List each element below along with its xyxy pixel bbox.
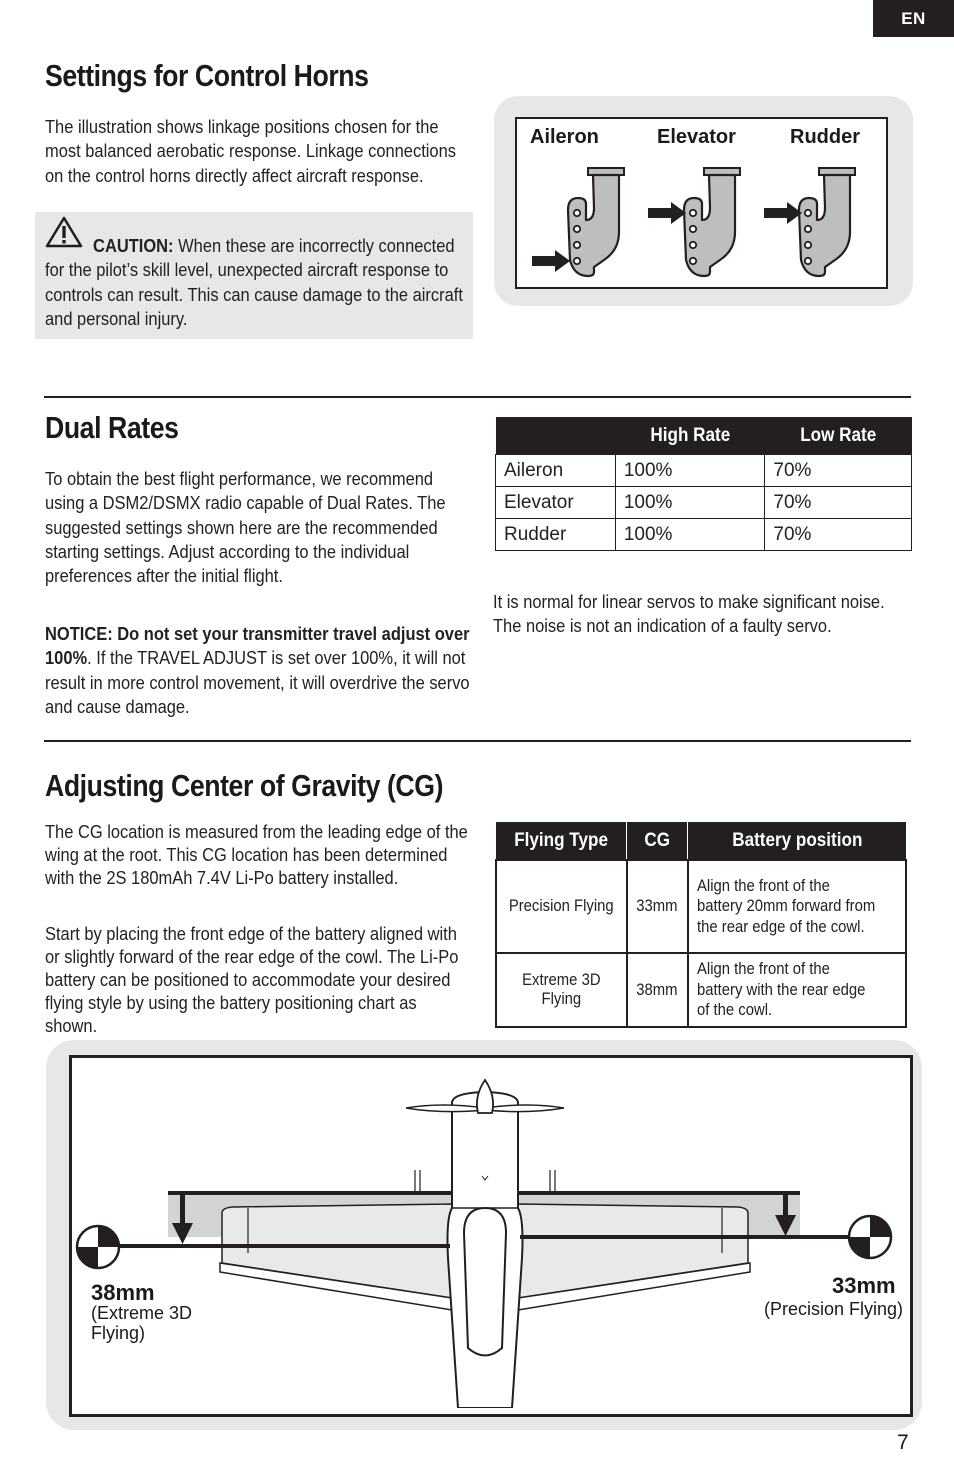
- canopy: [464, 1208, 506, 1356]
- rudder-horn: [799, 168, 855, 276]
- language-tab: EN: [873, 0, 954, 37]
- aileron-horn: [568, 168, 624, 276]
- rudder-linkage-arrow: [764, 202, 802, 224]
- caution-label: CAUTION:: [93, 235, 174, 256]
- cg-table: [495, 822, 907, 1028]
- dual-rates-header-high: High Rate: [615, 417, 765, 455]
- horn-label-elevator: Elevator: [657, 126, 736, 148]
- horn-label-rudder: Rudder: [790, 126, 860, 148]
- servo-noise-note: It is normal for linear servos to make significant noise. The noise is not an indication of a faulty servo.: [493, 591, 885, 637]
- table-row: [496, 487, 912, 519]
- dual-rates-body: To obtain the best flight performance, we recommend using a DSM2/DSMX radio capable of Dual Rates. The suggested settings shown here are the recommended starting settings. Adjust according to the individual preferences after the initial flight.: [45, 468, 446, 587]
- dual-rates-header-blank: [496, 417, 616, 455]
- table-cell: Align the front of the battery with the rear edge of the cowl.: [688, 953, 906, 1027]
- cg-header-row: [496, 822, 906, 860]
- control-horns-title: Settings for Control Horns: [45, 58, 369, 93]
- table-cell: 38mm: [627, 953, 688, 1027]
- table-cell: Extreme 3D Flying: [496, 953, 627, 1027]
- table-cell: 70%: [765, 519, 912, 551]
- section-divider: [44, 396, 911, 398]
- table-cell: Elevator: [496, 487, 616, 519]
- dual-rates-header-low: Low Rate: [765, 417, 912, 455]
- cg-right-label: (Precision Flying): [763, 1299, 903, 1319]
- table-row: [496, 860, 906, 953]
- table-cell: 70%: [765, 455, 912, 487]
- section-divider: [44, 740, 911, 742]
- cg-paragraph-2: Start by placing the front edge of the battery aligned with or slightly forward of the rear edge of the cowl. The Li-Po battery can be positioned to accommodate your desired flying style by using the battery positioning chart as shown.: [45, 923, 459, 1036]
- dual-rates-header-row: [496, 417, 912, 455]
- table-cell: 100%: [615, 455, 765, 487]
- cg-header-cg: CG: [627, 822, 688, 860]
- notice-bold: NOTICE: Do not set your transmitter travel adjust over 100%: [45, 623, 470, 669]
- caution-body: When these are incorrectly connected for the pilot’s skill level, unexpected aircraft response to controls can result. This can cause damage to the aircraft and personal injury.: [45, 235, 463, 329]
- elevator-linkage-arrow: [648, 202, 686, 224]
- notice-text: . If the TRAVEL ADJUST is set over 100%, it will not result in more control movement, it will overdrive the servo and cause damage.: [45, 647, 470, 717]
- table-cell: 100%: [615, 519, 765, 551]
- cg-left-value: 38mm: [91, 1280, 155, 1305]
- table-cell: Align the front of the battery 20mm forward from the rear edge of the cowl.: [688, 860, 906, 953]
- elevator-horn: [684, 168, 740, 276]
- table-row: [496, 455, 912, 487]
- cg-right-value: 33mm: [832, 1273, 896, 1298]
- dual-rates-title: Dual Rates: [45, 410, 179, 445]
- dual-rates-table: [495, 417, 912, 551]
- table-cell: 100%: [615, 487, 765, 519]
- page-number: 7: [897, 1431, 909, 1454]
- table-row: [496, 953, 906, 1027]
- cg-header-battery-position: Battery position: [688, 822, 906, 860]
- table-cell: Aileron: [496, 455, 616, 487]
- aileron-linkage-arrow: [532, 250, 570, 272]
- table-cell: Rudder: [496, 519, 616, 551]
- cg-header-flying-type: Flying Type: [496, 822, 627, 860]
- table-row: [496, 519, 912, 551]
- horn-label-aileron: Aileron: [530, 126, 599, 148]
- cg-symbol-right: [849, 1216, 891, 1258]
- cg-symbol-left: [77, 1226, 119, 1268]
- control-horns-body: The illustration shows linkage positions chosen for the most balanced aerobatic response. Linkage connections on the control horns directly affect aircraft response.: [45, 116, 456, 186]
- cg-title: Adjusting Center of Gravity (CG): [45, 768, 444, 803]
- table-cell: 33mm: [627, 860, 688, 953]
- cg-left-label: (Extreme 3D Flying): [91, 1303, 193, 1343]
- spinner: [477, 1080, 493, 1113]
- table-cell: 70%: [765, 487, 912, 519]
- control-horns-illustration: [517, 160, 883, 284]
- dual-rates-notice: [45, 622, 470, 719]
- cg-paragraph-1: The CG location is measured from the leading edge of the wing at the root. This CG location has been determined with the 2S 180mAh 7.4V Li-Po battery installed.: [45, 821, 468, 888]
- caution-text: [45, 234, 470, 331]
- airplane-top-view: [72, 1058, 904, 1408]
- table-cell: Precision Flying: [496, 860, 627, 953]
